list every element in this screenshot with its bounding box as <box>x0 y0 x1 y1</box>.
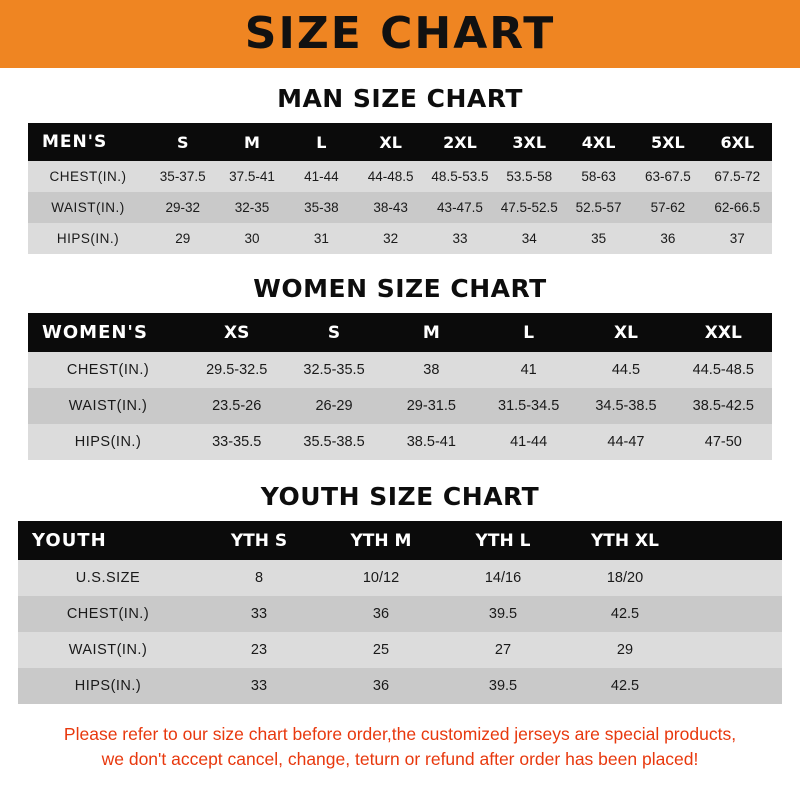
man-size-table <box>28 123 772 254</box>
table-row <box>28 161 772 192</box>
footer-disclaimer <box>24 722 776 773</box>
footer-line-1: Please refer to our size chart before order,the customized jerseys are special products, <box>63 724 737 744</box>
women-chest-s: 32.5-35.5 <box>303 362 365 378</box>
man-chest-5xl: 63-67.5 <box>644 169 691 184</box>
table-row <box>28 223 772 254</box>
man-row-label-hips: HIPS(IN.) <box>56 231 120 246</box>
table-row <box>28 388 772 424</box>
youth-chest-s: 33 <box>250 606 268 622</box>
women-hips-l: 41-44 <box>510 434 548 450</box>
women-hips-xl: 44-47 <box>607 434 645 450</box>
man-chest-3xl: 53.5-58 <box>506 169 553 184</box>
youth-col-l: YTH L <box>475 530 531 551</box>
women-hips-s: 35.5-38.5 <box>303 434 365 450</box>
youth-col-m: YTH M <box>350 530 412 551</box>
man-chest-2xl: 48.5-53.5 <box>431 169 489 184</box>
women-row-label-chest: CHEST(IN.) <box>66 362 150 378</box>
man-row-label-chest: CHEST(IN.) <box>49 169 127 184</box>
youth-waist-s: 23 <box>250 642 268 658</box>
man-waist-m: 32-35 <box>234 200 270 215</box>
man-chest-xl: 44-48.5 <box>367 169 414 184</box>
footer-line-2: we don't accept cancel, change, teturn or refund after order has been placed! <box>101 749 699 770</box>
man-waist-4xl: 52.5-57 <box>575 200 622 215</box>
man-waist-xl: 38-43 <box>373 200 408 215</box>
women-col-xs: XS <box>224 322 250 343</box>
youth-spacer-cell <box>686 632 782 668</box>
women-col-m: M <box>422 322 440 343</box>
man-waist-3xl: 47.5-52.5 <box>500 200 558 215</box>
man-hips-s: 29 <box>175 231 191 246</box>
man-chest-m: 37.5-41 <box>229 169 275 184</box>
youth-ussize-l: 14/16 <box>484 570 522 586</box>
women-chest-l: 41 <box>520 362 537 378</box>
youth-waist-m: 25 <box>372 642 390 658</box>
header-band <box>0 0 800 68</box>
women-hips-xs: 33-35.5 <box>212 434 262 450</box>
table-row <box>28 352 772 388</box>
man-chest-4xl: 58-63 <box>581 169 616 184</box>
women-waist-xxl: 38.5-42.5 <box>692 398 754 414</box>
man-col-4xl: 4XL <box>581 132 616 152</box>
women-chest-xs: 29.5-32.5 <box>206 362 268 378</box>
man-hips-4xl: 35 <box>591 231 607 246</box>
man-hips-xl: 32 <box>383 231 399 246</box>
youth-hips-m: 36 <box>372 678 390 694</box>
women-waist-xs: 23.5-26 <box>212 398 262 414</box>
youth-row-label-hips: HIPS(IN.) <box>74 678 142 694</box>
youth-waist-xl: 29 <box>616 642 634 658</box>
youth-hips-s: 33 <box>250 678 268 694</box>
page-title: SIZE CHART <box>244 8 556 59</box>
women-chest-xl: 44.5 <box>611 362 641 378</box>
youth-col-s: YTH S <box>230 530 288 551</box>
man-col-l: L <box>316 132 327 152</box>
women-corner-label: WOMEN'S <box>42 322 148 343</box>
content-area <box>0 84 800 773</box>
women-table-header-row <box>28 313 772 352</box>
women-chest-xxl: 44.5-48.5 <box>692 362 754 378</box>
youth-col-spacer <box>686 521 782 560</box>
women-hips-m: 38.5-41 <box>406 434 456 450</box>
women-size-table <box>28 313 772 460</box>
man-col-5xl: 5XL <box>651 132 685 152</box>
table-row <box>18 560 782 596</box>
youth-ussize-xl: 18/20 <box>606 570 644 586</box>
women-hips-xxl: 47-50 <box>704 434 742 450</box>
man-waist-l: 35-38 <box>304 200 339 215</box>
man-chest-6xl: 67.5-72 <box>714 169 761 184</box>
table-row <box>28 192 772 223</box>
youth-section-title: YOUTH SIZE CHART <box>260 482 540 511</box>
man-row-label-waist: WAIST(IN.) <box>51 200 125 215</box>
youth-table-header-row <box>18 521 782 560</box>
man-hips-m: 30 <box>244 231 260 246</box>
man-col-2xl: 2XL <box>443 132 477 152</box>
youth-hips-l: 39.5 <box>488 678 518 694</box>
man-waist-6xl: 62-66.5 <box>714 200 761 215</box>
man-col-3xl: 3XL <box>512 132 547 152</box>
youth-chest-m: 36 <box>372 606 390 622</box>
man-hips-2xl: 33 <box>452 231 468 246</box>
youth-spacer-cell <box>686 596 782 632</box>
table-row <box>18 632 782 668</box>
man-col-6xl: 6XL <box>720 132 755 152</box>
women-row-label-hips: HIPS(IN.) <box>74 434 142 450</box>
youth-spacer-cell <box>686 560 782 596</box>
youth-ussize-s: 8 <box>254 570 264 586</box>
man-col-s: S <box>176 132 189 152</box>
youth-row-label-waist: WAIST(IN.) <box>68 642 148 658</box>
women-waist-l: 31.5-34.5 <box>498 398 560 414</box>
man-waist-s: 29-32 <box>165 200 200 215</box>
youth-hips-xl: 42.5 <box>610 678 640 694</box>
table-row <box>28 424 772 460</box>
man-corner-label: MEN'S <box>42 132 108 152</box>
man-section-title: MAN SIZE CHART <box>277 84 523 113</box>
women-col-xxl: XXL <box>704 322 742 343</box>
man-hips-5xl: 36 <box>660 231 676 246</box>
women-col-s: S <box>327 322 341 343</box>
youth-ussize-m: 10/12 <box>362 570 400 586</box>
man-table-header-row <box>28 123 772 161</box>
man-hips-3xl: 34 <box>521 231 537 246</box>
youth-spacer-cell <box>686 668 782 704</box>
youth-chest-l: 39.5 <box>488 606 518 622</box>
youth-corner-label: YOUTH <box>32 530 107 551</box>
man-chest-l: 41-44 <box>304 169 339 184</box>
women-waist-s: 26-29 <box>315 398 353 414</box>
man-hips-l: 31 <box>313 231 329 246</box>
man-hips-6xl: 37 <box>729 231 745 246</box>
man-waist-2xl: 43-47.5 <box>437 200 483 215</box>
man-col-m: M <box>244 132 260 152</box>
youth-chest-xl: 42.5 <box>610 606 640 622</box>
women-chest-m: 38 <box>423 362 440 378</box>
man-waist-5xl: 57-62 <box>650 200 686 215</box>
youth-row-label-ussize: U.S.SIZE <box>75 570 141 586</box>
youth-size-table <box>18 521 782 704</box>
man-chest-s: 35-37.5 <box>159 169 206 184</box>
women-row-label-waist: WAIST(IN.) <box>68 398 148 414</box>
women-waist-m: 29-31.5 <box>406 398 456 414</box>
youth-waist-l: 27 <box>494 642 512 658</box>
women-col-l: L <box>523 322 535 343</box>
women-col-xl: XL <box>613 322 638 343</box>
table-row <box>18 668 782 704</box>
youth-row-label-chest: CHEST(IN.) <box>66 606 150 622</box>
man-col-xl: XL <box>379 132 402 152</box>
women-waist-xl: 34.5-38.5 <box>595 398 657 414</box>
women-section-title: WOMEN SIZE CHART <box>253 274 547 303</box>
youth-col-xl: YTH XL <box>591 530 659 551</box>
table-row <box>18 596 782 632</box>
